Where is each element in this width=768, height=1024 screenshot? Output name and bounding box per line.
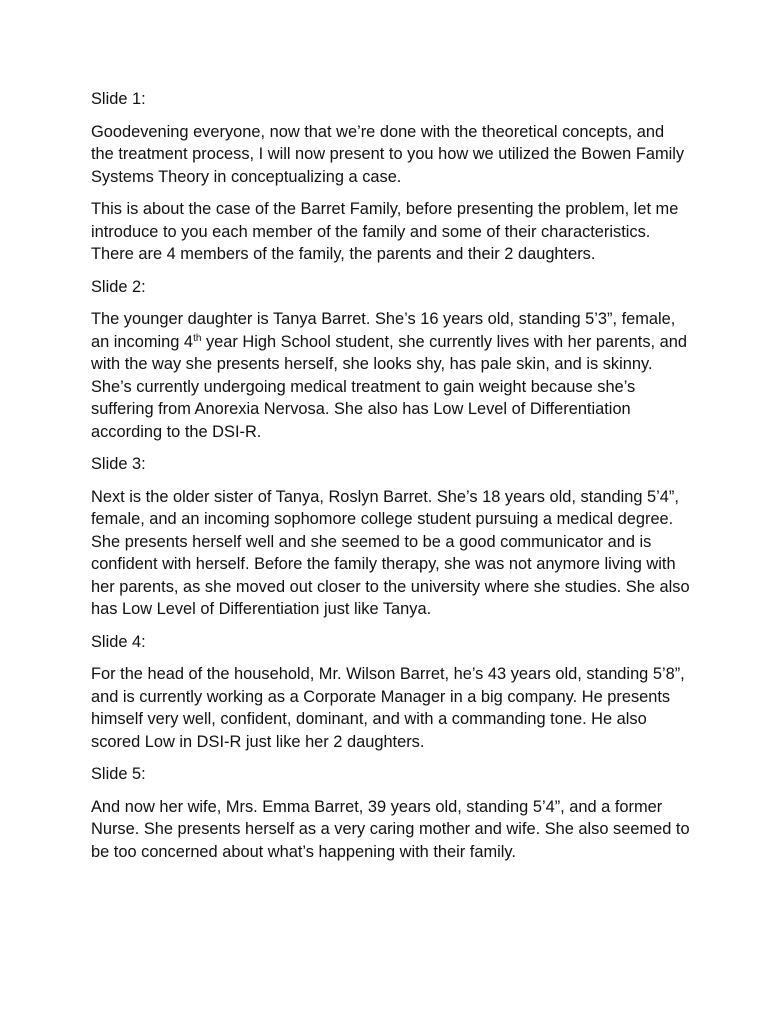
slide-2-heading: Slide 2: (91, 277, 146, 296)
ordinal-superscript: th (193, 332, 202, 344)
slide-2-text-b: year High School student, she currently lives with her parents, and with the way she presents herself, she looks shy, has pale skin, and is skinny. She’s currently undergoing medical treatment to gain weight because she’s suffering from Anorexia Nervosa. She also has Low Level of Differentiation according to the DSI-R. (91, 332, 692, 441)
slide-1-paragraph-2: This is about the case of the Barret Family, before presenting the problem, let me introduce to you each member of the family and some of their characteristics. There are 4 members of the family, the parents and their 2 daughters. (91, 200, 679, 263)
slide-1-heading: Slide 1: (91, 90, 146, 108)
slide-3-heading: Slide 3: (91, 455, 146, 473)
slide-2-text-a: The younger daughter is Tanya Barret. She’s 16 years old, standing 5’3”, female, an incoming 4 (91, 310, 680, 351)
slide-3-paragraph: Next is the older sister of Tanya, Roslyn Barret. She’s 18 years old, standing 5’4”, female, and an incoming sophomore college student pursuing a medical degree. She presents herself well and she seemed to be a good communicator and is confident with herself. Before the family therapy, she was not anymore living with her parents, as she moved out closer to the university where she studies. She also has Low Level of Differentiation just like Tanya. (91, 487, 690, 618)
slide-4-paragraph: For the head of the household, Mr. Wilson Barret, he’s 43 years old, standing 5’8”, and is currently working as a Corporate Manager in a big company. He presents himself very well, confident, dominant, and with a commanding tone. He also scored Low in DSI-R just like her 2 daughters. (91, 665, 685, 751)
document-page (91, 88, 691, 873)
slide-4-heading: Slide 4: (91, 632, 146, 651)
slide-5-heading: Slide 5: (91, 765, 146, 783)
slide-1-paragraph-1: Goodevening everyone, now that we’re done with the theoretical concepts, and the treatment process, I will now present to you how we utilized the Bowen Family Systems Theory in conceptualizing a case. (91, 122, 685, 186)
slide-5-paragraph: And now her wife, Mrs. Emma Barret, 39 years old, standing 5’4”, and a former Nurse. She presents herself as a very caring mother and wife. She also seemed to be too concerned about what’s happening with their family. (91, 797, 690, 861)
slide-2-paragraph (91, 308, 691, 443)
